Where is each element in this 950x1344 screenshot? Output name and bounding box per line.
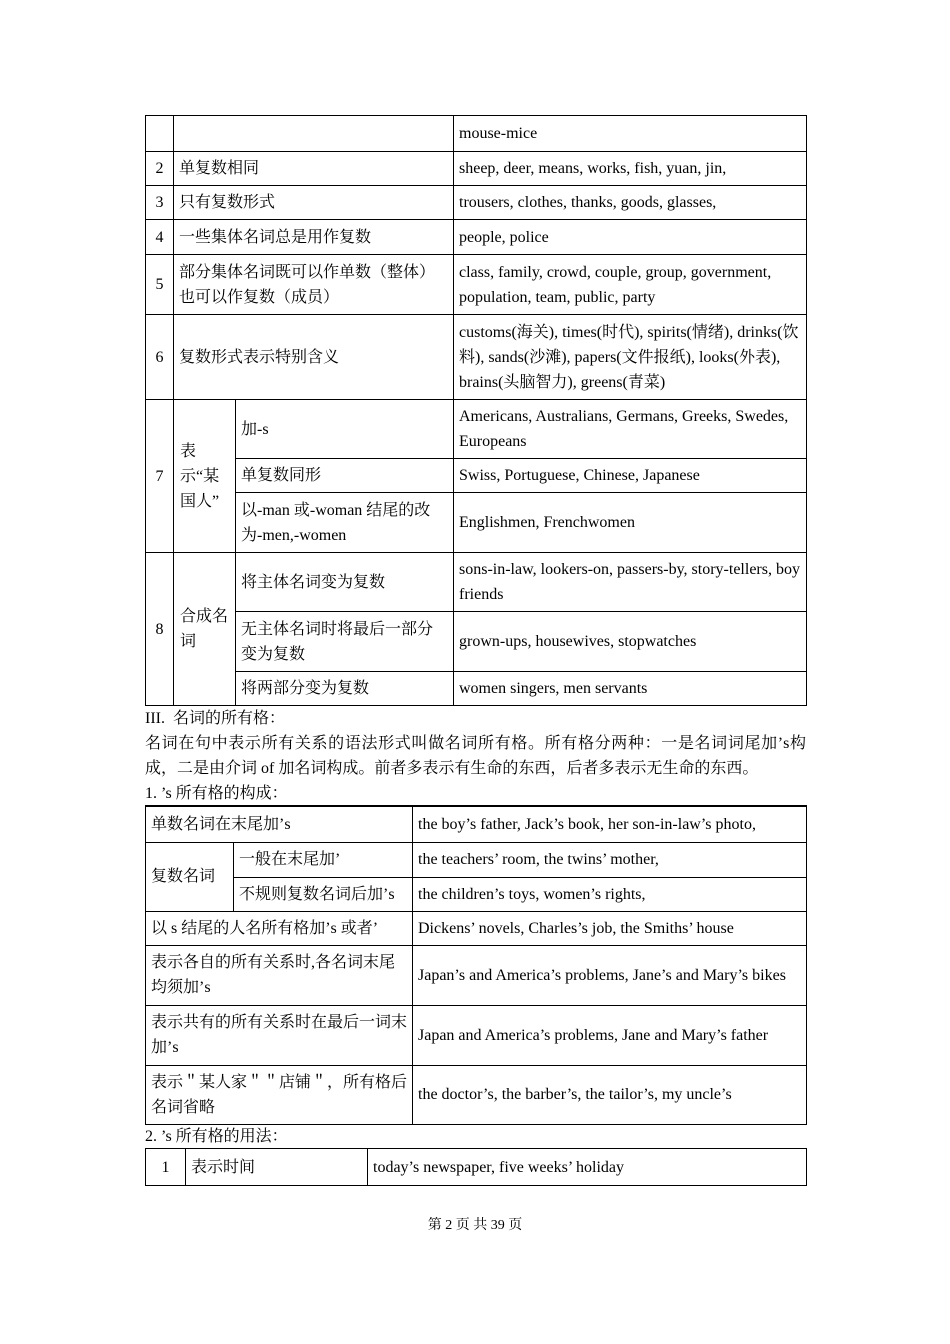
subsection-heading: 2. ’s 所有格的用法： [145,1128,288,1145]
table-row [146,945,807,1005]
table-row [146,842,807,877]
row-number-cell [146,116,174,152]
table-row [146,1065,807,1124]
examples-cell: grown-ups, housewives, stopwatches [454,612,807,672]
rule-cell: 部分集体名词既可以作单数（整体）也可以作复数（成员） [174,255,454,315]
examples-cell: Dickens’ novels, Charles’s job, the Smiths’ house [413,911,807,945]
rule-cell: 单数名词在末尾加’s [146,806,413,842]
category-cell: 合成名词 [174,553,236,706]
rule-cell: 一般在末尾加’ [234,842,413,877]
row-number-cell: 7 [146,400,174,553]
table-row [146,1005,807,1065]
examples-cell: people, police [454,220,807,255]
table-row [146,255,807,315]
row-number-cell: 8 [146,553,174,706]
rule-cell: 以-man 或-woman 结尾的改为-men,-women [236,493,454,553]
examples-cell: the doctor’s, the barber’s, the tailor’s, my uncle’s [413,1065,807,1124]
examples-cell: sheep, deer, means, works, fish, yuan, jin, [454,152,807,186]
rule-cell: 加-s [236,400,454,459]
plural-table [145,115,807,706]
possessive-table-block [145,805,806,1125]
table-row [146,877,807,911]
rule-cell: 表示共有的所有关系时在最后一词末加’s [146,1005,413,1065]
usage-table [145,1148,807,1186]
examples-cell: Swiss, Portuguese, Chinese, Japanese [454,459,807,493]
examples-cell: customs(海关), times(时代), spirits(情绪), drinks(饮料), sands(沙滩), papers(文件报纸), looks(外表), brains(头脑智力), greens(青菜) [454,315,807,400]
rule-cell: 复数形式表示特别含义 [174,315,454,400]
examples-cell: today’s newspaper, five weeks’ holiday [368,1149,807,1186]
row-number-cell: 4 [146,220,174,255]
table-row [146,493,807,553]
row-number-cell: 5 [146,255,174,315]
rule-cell: 只有复数形式 [174,186,454,220]
table-row [146,911,807,945]
table-row [146,672,807,706]
table-row [146,459,807,493]
rule-cell: 表示各自的所有关系时,各名词末尾均须加’s [146,945,413,1005]
plural-table-block [145,115,806,706]
page-footer: 第 2 页 共 39 页 [427,1218,523,1233]
examples-cell: the boy’s father, Jack’s book, her son-in-law’s photo, [413,806,807,842]
table-row [146,152,807,186]
rule-cell: 一些集体名词总是用作复数 [174,220,454,255]
rule-cell: 无主体名词时将最后一部分变为复数 [236,612,454,672]
category-cell: 表示“某国人” [174,400,236,553]
section-heading: III. 名词的所有格： [145,710,285,727]
examples-cell: women singers, men servants [454,672,807,706]
table-row [146,400,807,459]
table-row [146,315,807,400]
rule-cell: 将主体名词变为复数 [236,553,454,612]
possessive-table [145,805,807,1125]
row-number-cell: 6 [146,315,174,400]
rule-cell [174,116,454,152]
examples-cell: trousers, clothes, thanks, goods, glasses, [454,186,807,220]
table-row [146,1149,807,1186]
table-row [146,116,807,152]
table-row [146,612,807,672]
examples-cell: the teachers’ room, the twins’ mother, [413,842,807,877]
rule-cell: 表示＂某人家＂＂店铺＂，所有格后名词省略 [146,1065,413,1124]
rule-cell: 单复数相同 [174,152,454,186]
examples-cell: class, family, crowd, couple, group, government, population, team, public, party [454,255,807,315]
examples-cell: mouse-mice [454,116,807,152]
rule-cell: 不规则复数名词后加’s [234,877,413,911]
examples-cell: Japan and America’s problems, Jane and Mary’s father [413,1005,807,1065]
usage-table-block [145,1148,806,1186]
section-paragraph: 名词在句中表示所有关系的语法形式叫做名词所有格。所有格分两种：一是名词词尾加’s构成，二是由介词 of 加名词构成。前者多表示有生命的东西，后者多表示无生命的东西。 [145,735,806,777]
table-row [146,553,807,612]
rule-cell: 表示时间 [186,1149,368,1186]
subsection-heading: 1. ’s 所有格的构成： [145,785,288,802]
row-number-cell: 3 [146,186,174,220]
usage-section-text [145,1124,806,1149]
table-row [146,220,807,255]
examples-cell: Japan’s and America’s problems, Jane’s and Mary’s bikes [413,945,807,1005]
rule-cell: 以 s 结尾的人名所有格加’s 或者’ [146,911,413,945]
examples-cell: sons-in-law, lookers-on, passers-by, story-tellers, boy friends [454,553,807,612]
examples-cell: Americans, Australians, Germans, Greeks, Swedes, Europeans [454,400,807,459]
rule-cell: 将两部分变为复数 [236,672,454,706]
rule-cell: 单复数同形 [236,459,454,493]
table-row [146,186,807,220]
table-row [146,806,807,842]
row-number-cell: 2 [146,152,174,186]
row-number-cell: 1 [146,1149,186,1186]
category-cell: 复数名词 [146,842,234,911]
examples-cell: the children’s toys, women’s rights, [413,877,807,911]
examples-cell: Englishmen, Frenchwomen [454,493,807,553]
possessive-section-text [145,706,806,806]
